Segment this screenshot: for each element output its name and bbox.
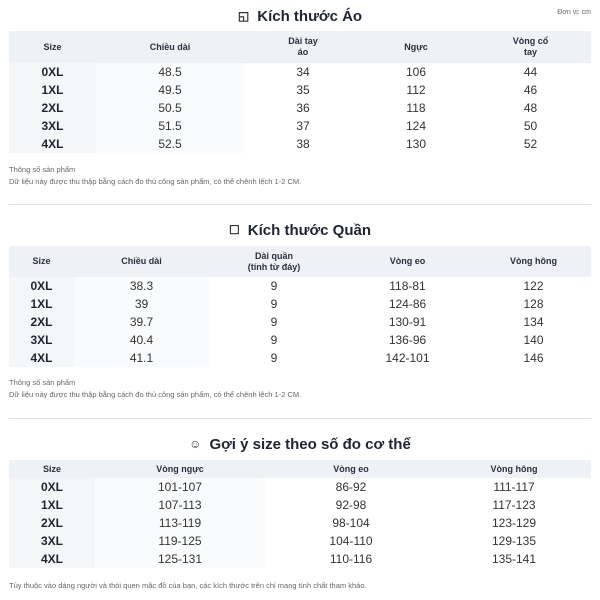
table-cell: 135-141 [491,552,537,566]
table-row [9,514,591,532]
table-cell: 118-81 [389,279,426,293]
table-cell: 50 [523,119,538,133]
table-cell: 118 [406,101,426,115]
table-row [9,135,591,153]
table-cell: 39 [74,295,209,313]
table-header-row [9,31,591,63]
table-cell: 34 [296,65,310,79]
table-cell: 129-135 [491,534,537,548]
size-cell: 1XL [9,496,95,514]
table-cell: 113-119 [95,514,265,532]
size-cell: 4XL [9,349,74,367]
column-header: Vòng hông [437,460,591,478]
table-cell: 38 [296,137,310,151]
column-header: Chiều dài [96,31,244,63]
table-cell: 92-98 [335,498,367,512]
size-cell: 2XL [9,99,96,117]
body-note: Tùy thuộc vào dáng người và thói quen mặc đồ của bạn, các kích thước trên chỉ mang tính chất tham khảo. [9,581,367,590]
note-text: Dữ liệu này được thu thập bằng cách đo thủ công sản phẩm, có thể chênh lệch 1-2 CM. [9,390,302,399]
table-row [9,550,591,568]
table-cell: 111-117 [493,480,535,494]
column-header: Size [9,460,95,478]
table-cell: 128 [523,297,544,311]
note-title: Thông số sản phẩm [9,378,76,387]
table-cell: 39.7 [74,313,209,331]
table-cell: 9 [270,297,278,311]
body-measure-icon: ☺ [189,437,202,451]
column-header: Size [9,31,96,63]
table-cell: 107-113 [95,496,265,514]
table-cell: 9 [270,351,278,365]
pants-size-icon: ☐ [229,223,240,237]
shirt-size-icon: ◱ [237,9,250,23]
table-cell: 124-86 [388,297,427,311]
table-cell: 125-131 [95,550,265,568]
table-cell: 40.4 [74,331,209,349]
table-row [9,331,591,349]
pants-note [9,377,301,401]
shirt-title: Kích thước Áo [257,7,363,25]
table-row [9,349,591,367]
table-cell: 41.1 [74,349,209,367]
table-row [9,496,591,514]
body-size-table [9,460,591,568]
pants-title: Kích thước Quần [247,221,371,239]
column-header: Dài quần (tính từ đáy) [209,246,339,277]
table-cell: 101-107 [95,478,265,496]
column-header: Ngực [362,31,470,63]
column-header: Vòng cổ tay [470,31,591,63]
column-header: Vòng eo [265,460,437,478]
pants-size-table [9,246,591,367]
table-cell: 104-110 [329,534,373,548]
table-cell: 134 [523,315,544,329]
column-header: Dài tay áo [244,31,362,63]
table-cell: 122 [523,279,544,293]
table-row [9,99,591,117]
table-row [9,478,591,496]
column-header: Vòng ngực [95,460,265,478]
body-section-title [0,434,600,454]
table-cell: 36 [296,101,310,115]
size-cell: 4XL [9,550,95,568]
table-cell: 124 [405,119,427,133]
column-header: Size [9,246,74,277]
shirt-size-table [9,31,591,153]
table-cell: 49.5 [96,81,244,99]
column-header: Chiều dài [74,246,209,277]
table-cell: 130-91 [388,315,427,329]
unit-label: Đơn vị: cm [557,9,591,16]
table-cell: 48 [523,101,538,115]
table-cell: 123-129 [491,516,537,530]
table-cell: 130 [405,137,427,151]
note-text: Dữ liệu này được thu thập bằng cách đo thủ công sản phẩm, có thể chênh lệch 1-2 CM. [9,177,302,186]
size-cell: 2XL [9,313,74,331]
table-cell: 9 [270,315,278,329]
table-row [9,81,591,99]
body-title: Gợi ý size theo số đo cơ thể [209,435,411,453]
table-cell: 136-96 [388,333,427,347]
table-cell: 48.5 [96,63,244,81]
table-cell: 9 [270,279,278,293]
table-cell: 51.5 [96,117,244,135]
table-cell: 140 [523,333,544,347]
table-cell: 117-123 [492,498,536,512]
table-cell: 110-116 [329,552,373,566]
table-cell: 35 [296,83,310,97]
table-cell: 98-104 [332,516,370,530]
size-cell: 1XL [9,295,74,313]
table-cell: 86-92 [335,480,367,494]
table-cell: 119-125 [95,532,265,550]
table-cell: 46 [523,83,538,97]
table-row [9,117,591,135]
size-cell: 3XL [9,117,96,135]
note-title: Thông số sản phẩm [9,165,76,174]
size-cell: 3XL [9,331,74,349]
table-row [9,277,591,295]
column-header: Vòng eo [339,246,476,277]
shirt-note [9,164,301,188]
table-cell: 44 [523,65,538,79]
size-cell: 1XL [9,81,96,99]
shirt-section-title [0,6,600,26]
size-cell: 2XL [9,514,95,532]
table-cell: 146 [523,351,544,365]
size-cell: 0XL [9,63,96,81]
table-cell: 9 [270,333,278,347]
size-cell: 4XL [9,135,96,153]
pants-section-title [0,220,600,240]
table-cell: 106 [405,65,427,79]
table-cell: 52.5 [96,135,244,153]
divider [9,418,591,419]
size-cell: 0XL [9,478,95,496]
size-cell: 0XL [9,277,74,295]
table-cell: 38.3 [74,277,209,295]
table-row [9,532,591,550]
table-row [9,295,591,313]
table-row [9,313,591,331]
table-row [9,63,591,81]
table-cell: 37 [296,119,310,133]
divider [9,204,591,205]
size-cell: 3XL [9,532,95,550]
table-cell: 52 [523,137,538,151]
table-header-row [9,460,591,478]
column-header: Vòng hông [476,246,591,277]
table-cell: 142-101 [385,351,430,365]
table-header-row [9,246,591,277]
table-cell: 112 [406,83,426,97]
table-cell: 50.5 [96,99,244,117]
